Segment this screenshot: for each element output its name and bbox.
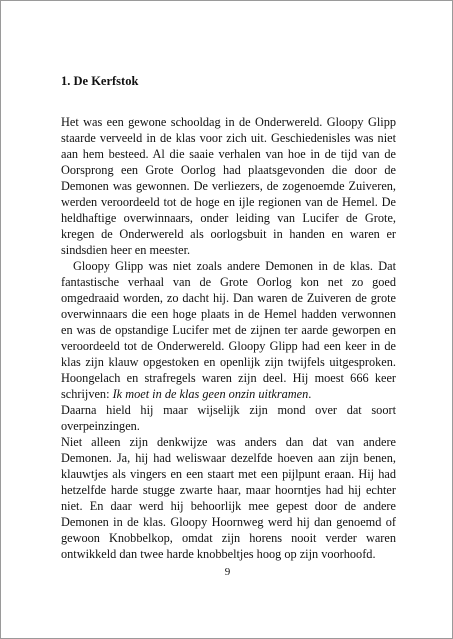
page-content xyxy=(61,73,396,562)
paragraph-1 xyxy=(61,114,396,258)
chapter-title: 1. De Kerfstok xyxy=(61,74,139,88)
paragraph-3-text: Daarna hield hij maar wijselijk zijn mond over dat soort overpeinzingen. xyxy=(61,403,396,433)
page-number: 9 xyxy=(224,566,231,578)
paragraph-3 xyxy=(61,402,396,434)
paragraph-4-text: Niet alleen zijn denkwijze was anders dan dat van andere Demonen. Ja, hij had weliswaar dezelfde hoeven aan zijn benen, klauwtjes als vingers en een staart met een pijlpunt eraan. Hij had hetzelfde harde stugge zwarte haar, maar hoorntjes had hij echter niet. En daar werd hij behoorlijk mee gepest door de andere Demonen in de klas. Gloopy Hoornweg werd hij dan genoemd of gewoon Knobbelkop, omdat zijn horens nooit verder waren ontwikkeld dan twee harde knobbeltjes hoog op zijn voorhoofd. xyxy=(61,435,396,561)
paragraph-1-text: Het was een gewone schooldag in de Onderwereld. Gloopy Glipp staarde verveeld in de klas voor zich uit. Geschiedenisles was niet aan hem besteed. Al die saaie verhalen van hoe in de tijd van de Oorsprong een Grote Oorlog had plaatsgevonden die door de Demonen was gewonnen. De verliezers, de zogenoemde Zuiveren, werden veroordeeld tot de hoge en ijle regionen van de Hemel. De heldhaftige overwinnaars, onder leiding van Lucifer de Grote, kregen de Onderwereld als oorlogsbuit in handen en waren er sindsdien heer en meester. xyxy=(61,115,396,257)
paragraph-4 xyxy=(61,434,396,562)
paragraph-2-text: Gloopy Glipp was niet zoals andere Demonen in de klas. Dat fantastische verhaal van de Grote Oorlog kon net zo goed omgedraaid worden, zo dacht hij. Dan waren de Zuiveren de grote overwinnaars die een hoge plaats in de Hemel hadden verwonnen en was de opstandige Lucifer met de zijnen ter aarde geworpen en veroordeeld tot de Onderwereld. Gloopy Glipp had een keer in de klas zijn klauw opgestoken en openlijk zijn twijfels uitgesproken. Hoongelach en strafregels waren zijn deel. Hij moest 666 keer schrijven: xyxy=(61,259,396,401)
paragraph-2 xyxy=(61,258,396,402)
paragraph-2-italic: Ik moet in de klas geen onzin uitkramen xyxy=(112,387,309,401)
paragraph-2-after: . xyxy=(308,387,312,401)
